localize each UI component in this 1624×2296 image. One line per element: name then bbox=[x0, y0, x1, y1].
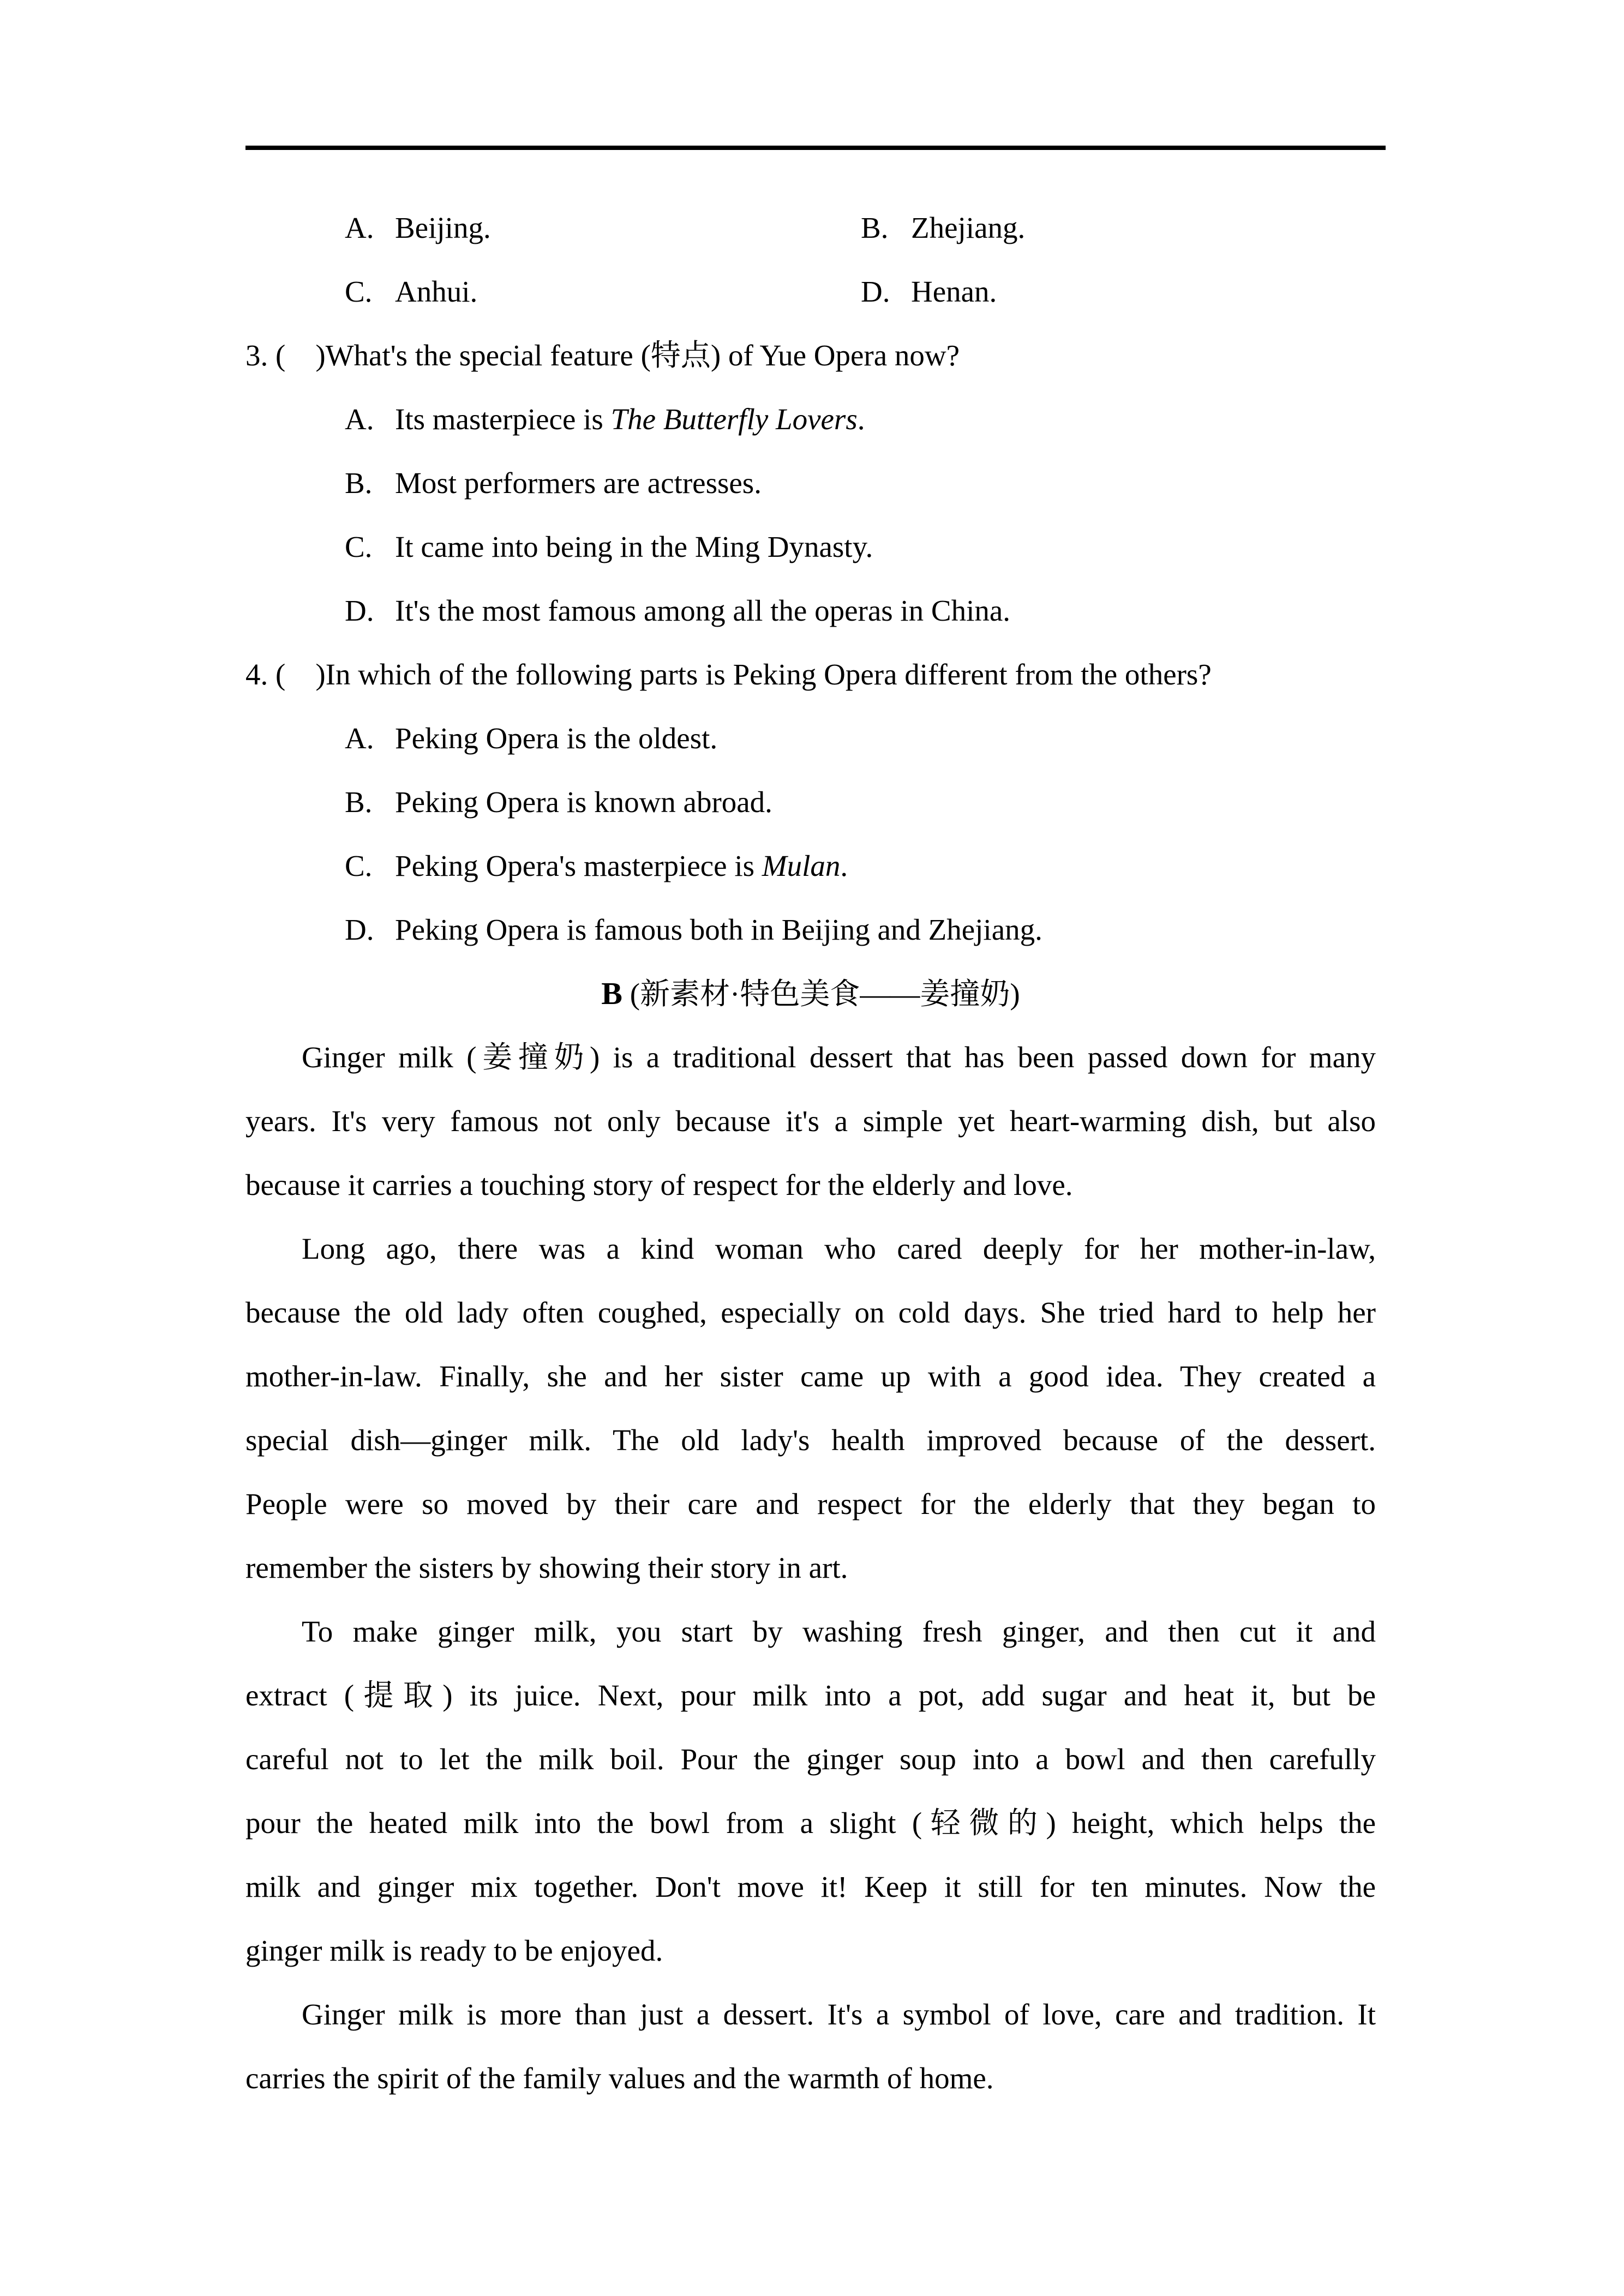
option-letter: B. bbox=[861, 211, 889, 244]
option-b bbox=[245, 770, 1376, 834]
option-text bbox=[395, 785, 772, 819]
section-subtitle: (新素材·特色美食——姜撞奶) bbox=[622, 977, 1020, 1011]
paragraph-line: Long ago, there was a kind woman who cared deeply for her mother-in-law, bbox=[302, 1232, 1376, 1265]
option-text: Anhui. bbox=[395, 275, 478, 308]
option-a bbox=[345, 211, 491, 244]
passage-paragraph-2 bbox=[245, 1217, 1376, 1600]
paragraph-line: extract (提取) its juice. Next, pour milk into a pot, add sugar and heat it, but be bbox=[245, 1679, 1376, 1712]
option-text bbox=[395, 849, 848, 882]
option-d bbox=[245, 898, 1376, 961]
option-b bbox=[245, 451, 1376, 515]
text-segment: Peking Opera is famous both in Beijing and Zhejiang. bbox=[395, 913, 1042, 946]
section-b-heading bbox=[245, 961, 1376, 1025]
paragraph-line: mother-in-law. Finally, she and her sister came up with a good idea. They created a bbox=[245, 1360, 1376, 1393]
option-c bbox=[245, 515, 1376, 579]
option-letter: A. bbox=[345, 722, 374, 755]
paragraph-line: milk and ginger mix together. Don't move it! Keep it still for ten minutes. Now the bbox=[245, 1870, 1376, 1903]
text-segment: It's the most famous among all the operas in China. bbox=[395, 594, 1011, 627]
option-a bbox=[245, 706, 1376, 770]
option-text: Beijing. bbox=[395, 211, 491, 244]
paragraph-line: special dish—ginger milk. The old lady's health improved because of the dessert. bbox=[245, 1423, 1376, 1457]
text-segment: Peking Opera is the oldest. bbox=[395, 722, 718, 755]
passage-paragraph-3 bbox=[245, 1600, 1376, 1982]
paragraph-line: because the old lady often coughed, especially on cold days. She tried hard to help her bbox=[245, 1296, 1376, 1329]
paragraph-line: remember the sisters by showing their story in art. bbox=[245, 1551, 848, 1584]
paragraph-line: ginger milk is ready to be enjoyed. bbox=[245, 1934, 663, 1967]
text-segment: Peking Opera's masterpiece is bbox=[395, 849, 762, 882]
paragraph-line: pour the heated milk into the bowl from a slight (轻微的) height, which helps the bbox=[245, 1806, 1376, 1840]
option-text bbox=[395, 466, 762, 500]
option-letter: D. bbox=[345, 594, 374, 627]
text-segment: It came into being in the Ming Dynasty. bbox=[395, 530, 873, 563]
option-text bbox=[395, 913, 1042, 946]
option-letter: D. bbox=[861, 275, 890, 308]
option-letter: C. bbox=[345, 849, 373, 882]
paragraph-line: To make ginger milk, you start by washing fresh ginger, and then cut it and bbox=[302, 1615, 1376, 1648]
italic-text: Mulan bbox=[762, 849, 841, 882]
paragraph-line: carries the spirit of the family values and the warmth of home. bbox=[245, 2061, 994, 2095]
text-segment: . bbox=[857, 402, 865, 436]
paragraph-line: years. It's very famous not only because it's a simple yet heart-warming dish, but also bbox=[245, 1104, 1376, 1138]
top-rule bbox=[245, 146, 1386, 150]
option-letter: B. bbox=[345, 466, 373, 500]
option-b bbox=[861, 196, 1025, 260]
passage-paragraph-1 bbox=[245, 1025, 1376, 1217]
question2-options bbox=[245, 196, 1376, 323]
option-d bbox=[861, 260, 997, 323]
option-letter: A. bbox=[345, 402, 374, 436]
italic-text: The Butterfly Lovers bbox=[610, 402, 858, 436]
paragraph-line: careful not to let the milk boil. Pour the ginger soup into a bowl and then carefully bbox=[245, 1742, 1376, 1776]
page-content bbox=[245, 196, 1376, 2110]
question3-stem: 3. ( )What's the special feature (特点) of Yue Opera now? bbox=[245, 339, 960, 372]
text-segment: Peking Opera is known abroad. bbox=[395, 785, 772, 819]
paragraph-line: Ginger milk is more than just a dessert. It's a symbol of love, care and tradition. It bbox=[302, 1998, 1376, 2031]
section-label: B bbox=[601, 976, 622, 1011]
option-text bbox=[395, 530, 873, 563]
option-letter: A. bbox=[345, 211, 374, 244]
option-letter: B. bbox=[345, 785, 373, 819]
paragraph-line: Ginger milk (姜撞奶) is a traditional dessert that has been passed down for many bbox=[302, 1041, 1376, 1074]
text-segment: Most performers are actresses. bbox=[395, 466, 762, 500]
option-d bbox=[245, 579, 1376, 642]
question4-options bbox=[245, 706, 1376, 961]
question3-options bbox=[245, 387, 1376, 642]
option-letter: C. bbox=[345, 275, 373, 308]
option-letter: D. bbox=[345, 913, 374, 946]
paragraph-line: People were so moved by their care and respect for the elderly that they began to bbox=[245, 1487, 1376, 1520]
option-c bbox=[345, 275, 477, 308]
text-segment: . bbox=[840, 849, 848, 882]
option-c bbox=[245, 834, 1376, 898]
options-row bbox=[245, 196, 1376, 260]
option-text bbox=[395, 402, 865, 436]
option-text: Zhejiang. bbox=[911, 211, 1026, 244]
option-a bbox=[245, 387, 1376, 451]
text-segment: Its masterpiece is bbox=[395, 402, 611, 436]
option-text bbox=[395, 594, 1010, 627]
option-text: Henan. bbox=[911, 275, 997, 308]
option-letter: C. bbox=[345, 530, 373, 563]
paragraph-line: because it carries a touching story of respect for the elderly and love. bbox=[245, 1168, 1073, 1201]
options-row bbox=[245, 260, 1376, 323]
question4-stem: 4. ( )In which of the following parts is Peking Opera different from the others? bbox=[245, 658, 1212, 691]
option-text bbox=[395, 722, 717, 755]
passage-paragraph-4 bbox=[245, 1982, 1376, 2110]
